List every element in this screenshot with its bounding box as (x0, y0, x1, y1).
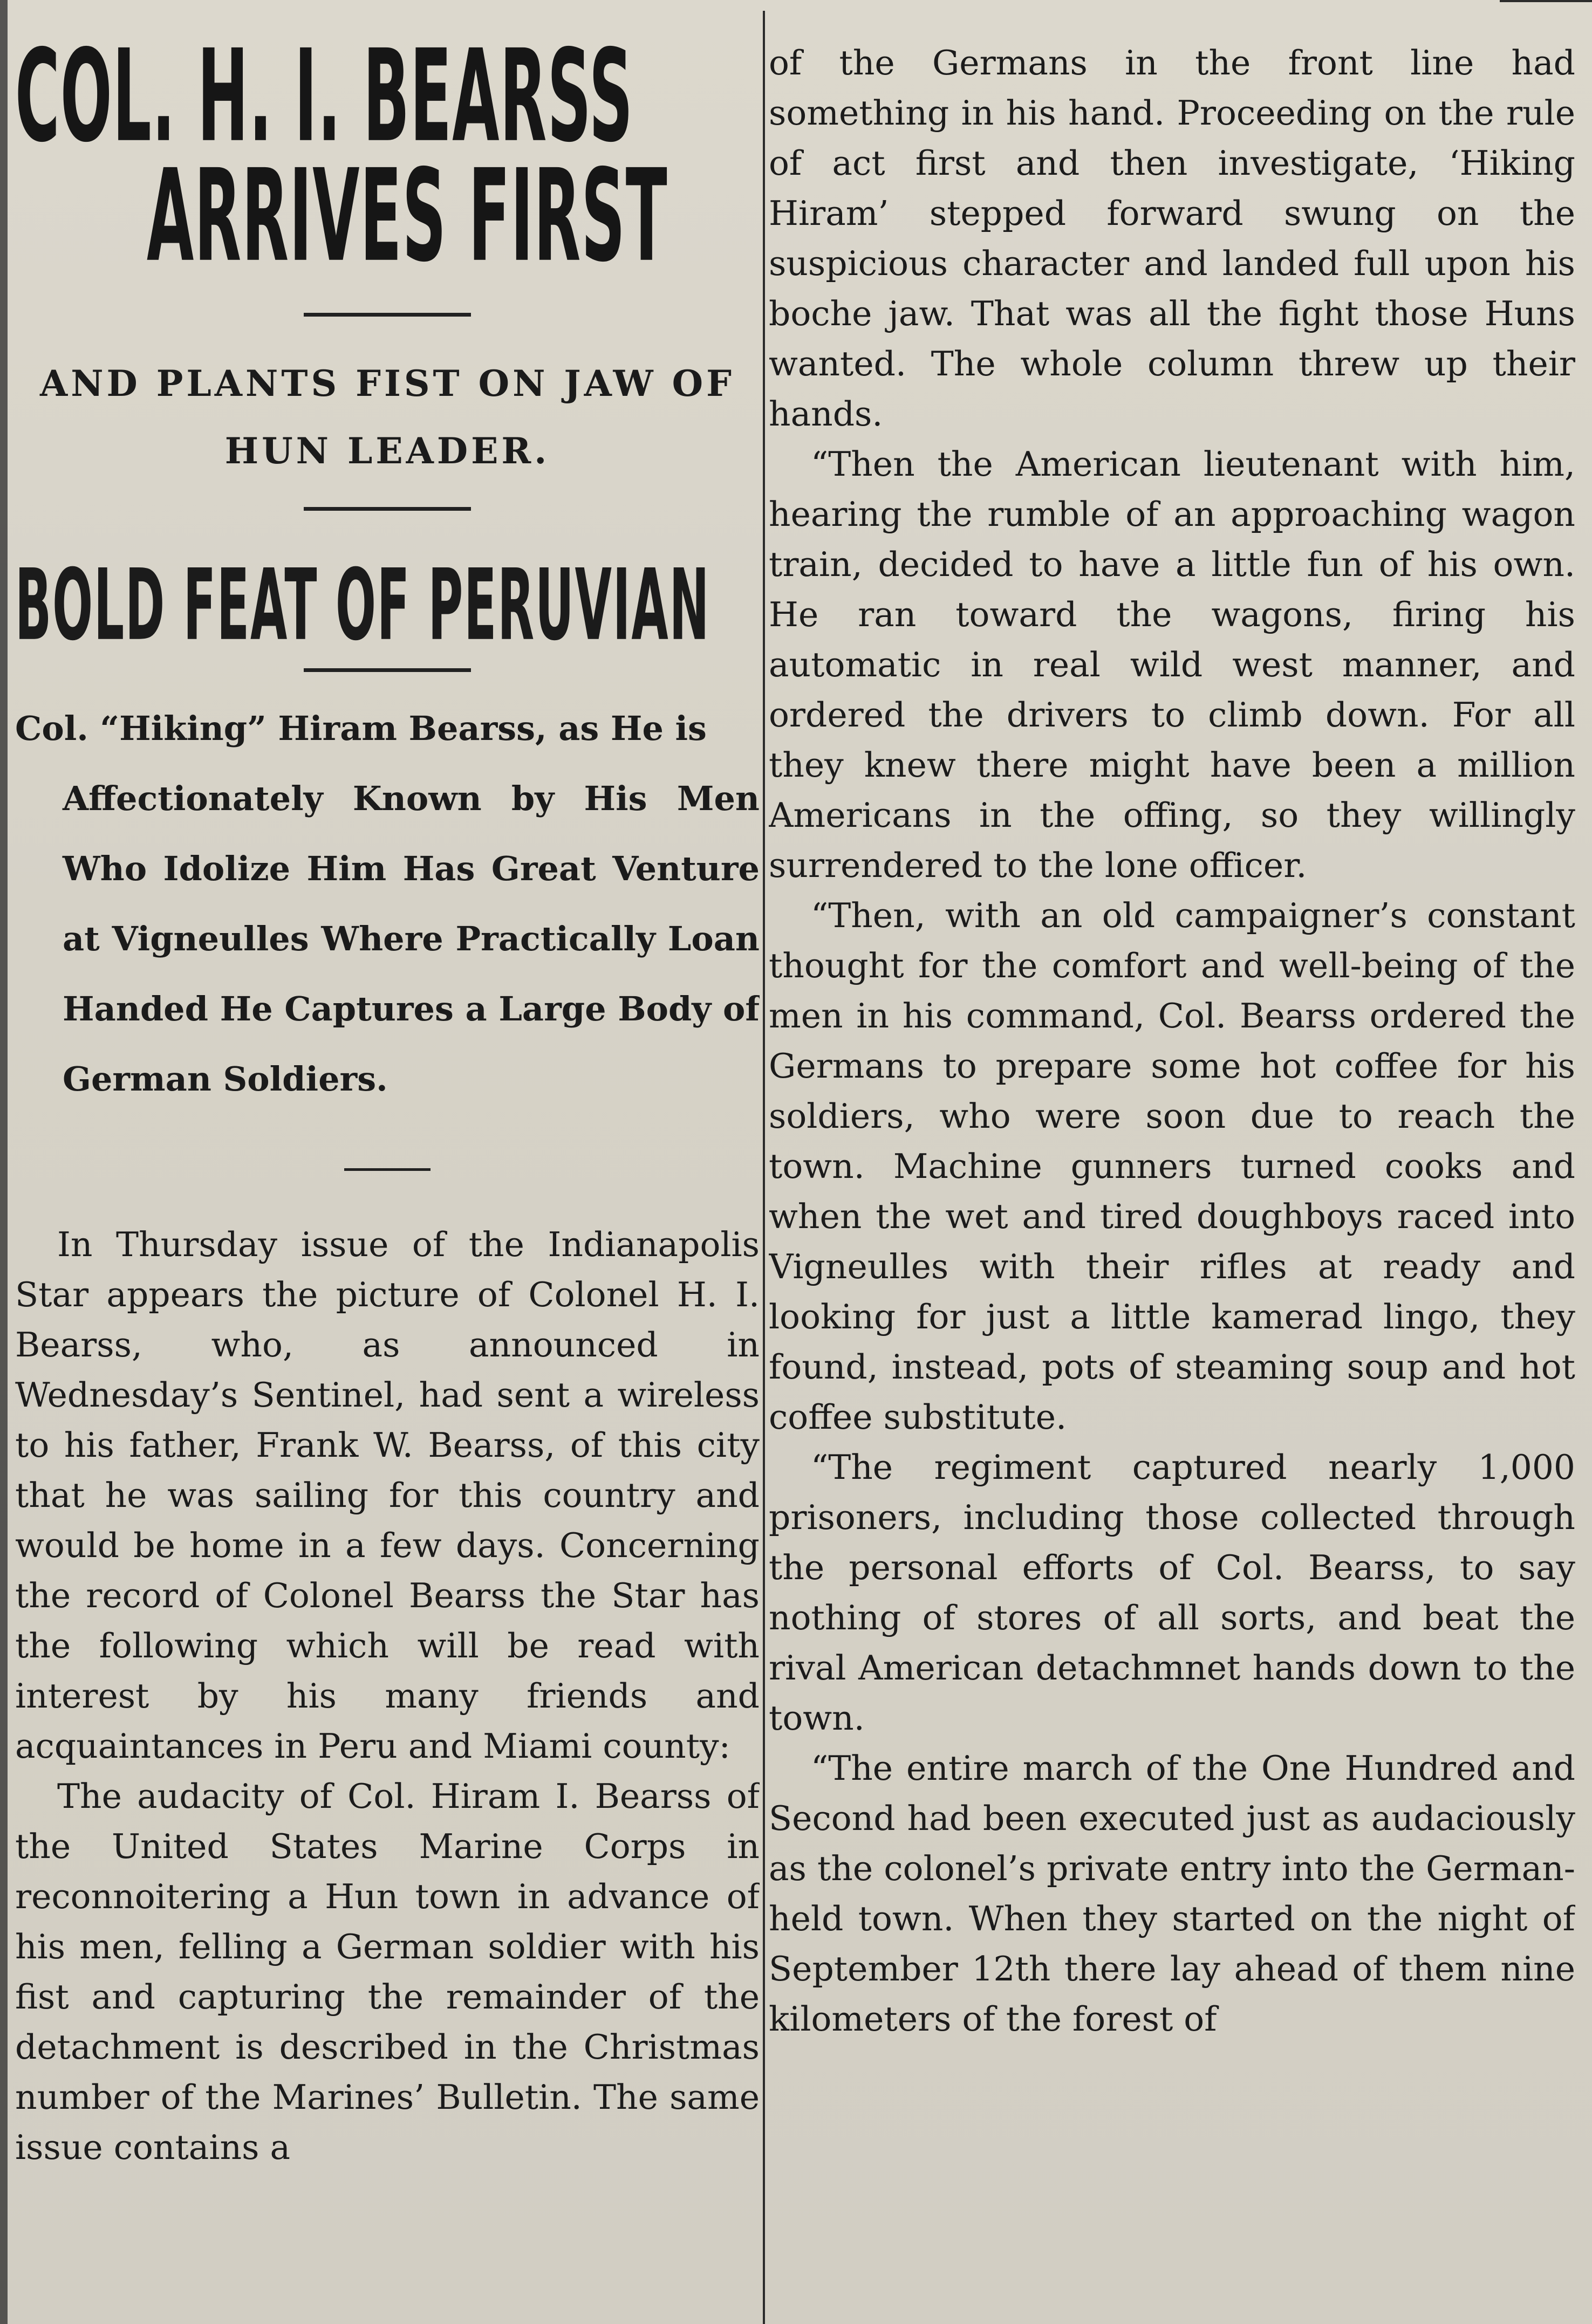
headline-line-1: COL. H. I. BEARSS (15, 23, 634, 171)
headline-line-2: ARRIVES FIRST (147, 142, 668, 291)
subheadline (15, 350, 760, 485)
deck-first-line: Col. “Hiking” Hiram Bearss, as He is (15, 708, 707, 748)
headline-rule-2 (304, 507, 471, 511)
right-paragraph-5: “The entire march of the One Hundred and Second had been executed just as audaciously as the colonel’s private entry into the German-held town. When they started on the night of September 12th there lay ahead of them nine kilometers of the forest of (769, 1749, 1575, 2039)
right-paragraph-2: “Then the American lieutenant with him, hearing the rumble of an approaching wagon train, decided to have a little fun of his own. He ran toward the wagons, firing his automatic in real wild west manner, and ordered the drivers to climb down. For all they knew there might have been a million Americans in the offing, so they willingly surrendered to the lone officer. (769, 444, 1575, 885)
right-column (769, 38, 1575, 2324)
right-paragraph-3: “Then, with an old campaigner’s constant thought for the comfort and well-being of the men in his command, Col. Bearss ordered the Germans to prepare some hot coffee for his soldiers, who were soon due to reach the town. Machine gunners turned cooks and when the wet and tired doughboys raced into Vigneulles with their rifles at ready and looking for just a little kamerad lingo, they found, instead, pots of steaming soup and hot coffee substitute. (769, 896, 1575, 1437)
headline-rule-1 (304, 313, 471, 317)
page-edge-shadow (0, 0, 8, 2324)
right-paragraph-4: “The regiment captured nearly 1,000 prisoners, including those collected through the personal efforts of Col. Bearss, to say nothing of stores of all sorts, and beat the rival American detachmnet hands down to the town. (769, 1448, 1575, 1738)
left-paragraph-1: In Thursday issue of the Indianapolis Star appears the picture of Colonel H. I. Bearss, who, as announced in Wednesday’s Sentinel, had sent a wireless to his father, Frank W. Bearss, of this city that he was sailing for this country and would be home in a few days. Concerning the record of Colonel Bearss the Star has the following which will be read with interest by his many friends and acquaintances in Peru and Miami county: (15, 1224, 760, 1766)
left-article-body (15, 1219, 760, 2172)
top-column-rule (1500, 0, 1592, 2)
deck-summary (15, 694, 760, 1114)
left-column (15, 22, 760, 2324)
left-paragraph-2: The audacity of Col. Hiram I. Bearss of the United States Marine Corps in reconnoitering a Hun town in advance of his men, felling a German soldier with his fist and capturing the remainder of the detachment is described in the Christmas number of the Marines’ Bulletin. The same issue contains a (15, 1776, 760, 2167)
deck-rule (344, 1168, 431, 1171)
right-article-body (769, 38, 1575, 2044)
subheadline-line-2: HUN LEADER. (224, 430, 550, 472)
deck-rest: Affectionately Known by His Men Who Idolize Him Has Great Venture at Vigneulles Where Practically Loan Handed He Captures a Large Body of German Soldiers. (63, 778, 760, 1099)
right-paragraph-1: of the Germans in the front line had something in his hand. Proceeding on the rule of act first and then investigate, ‘Hiking Hiram’ stepped forward swung on the suspicious character and landed full upon his boche jaw. That was all the fight those Huns wanted. The whole column threw up their hands. (769, 43, 1575, 434)
column-divider (763, 11, 765, 2324)
secondary-headline: BOLD FEAT OF PERUVIAN (15, 548, 710, 663)
subheadline-line-1: AND PLANTS FIST ON JAW OF (40, 362, 735, 405)
